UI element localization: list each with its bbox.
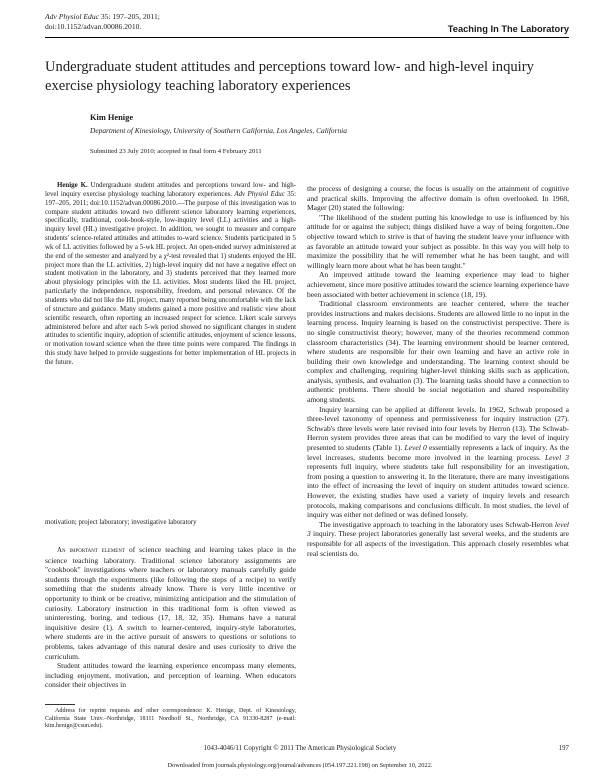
submission-dates: Submitted 23 July 2010; accepted in final form 4 February 2011 [90, 148, 262, 155]
author-name: Kim Henige [90, 113, 134, 122]
paragraph: Inquiry learning can be applied at different levels. In 1962, Schwab proposed a three-level taxonomy of openness and permissiveness for inquiry instruction (27). Schwab's three levels were later revised into four levels by Herron (13). The Schwab-Herron system provides three areas that can be modified to vary the level of inquiry presented to students (Table 1). Level 0 essentially represents a lack of inquiry. As the level increases, students become more involved in the learning process. Level 3 represents full inquiry, where students take full responsibility for an investigation, from posing a question to answering it. In the literature, there are many investigations into the effect of increasing the level of inquiry on student attitudes toward science. However, the existing studies have used a variety of inquiry levels and research protocols, making comparisons and conclusions difficult. In most studies, the level of inquiry was either not defined or was defined loosely. [307, 404, 569, 520]
abstract-lead: Henige K. [57, 182, 88, 189]
left-body [45, 545, 296, 690]
journal-citation [45, 12, 160, 31]
journal-volume: 35: 197–205, 2011; [98, 12, 160, 21]
footnote: Address for reprint requests and other correspondence: K. Henige, Dept. of Kinesiology, California State Univ.–Northridge, 18111 Nordhoff St., Northridge, CA 91330-8287 (e-mail: kim.henige@csun.edu). [45, 708, 296, 730]
paragraph: Student attitudes toward the learning experience encompass many elements, including enjoyment, motivation, and perception of learning. When educators consider their objectives in [45, 661, 296, 690]
doi: doi:10.1152/advan.00086.2010. [45, 21, 142, 31]
right-body [307, 184, 569, 558]
journal-name: Adv Physiol Educ [45, 12, 99, 21]
paragraph: An improved attitude toward the learning experience may lead to higher achievement, since more positive attitudes toward the science learning experience have been associated with better achievement in science (18, 19). [307, 270, 569, 299]
paragraph: Traditional classroom environments are teacher centered, where the teacher provides instructions and makes decisions. Students are allowed little to no input in the learning process. Inquiry learning is based on the constructivist perspective. There is no single constructivist theory; however, many of the theories recommend common classroom characteristics (34). The learning environment should be learner centered, where students are responsible for their own learning and have an active role in building their own knowledge and understanding. The learning context should be complex and challenging, requiring higher-level thinking skills such as application, analysis, synthesis, and evaluation (3). The learning tasks should have a connection to authentic problems. There should be social negotiation and shared responsibility among students. [307, 299, 569, 405]
header-rule [45, 37, 569, 38]
paragraph: An important element of science teaching and learning takes place in the science teaching laboratory. Traditional science laboratory assignments are "cookbook" investigations where teachers or laboratory manuals carefully guide students through the experiments (like following the steps of a recipe) to verify something that the students already know. There is very little incentive or opportunity to think or be creative, minimizing anticipation and the stimulation of curiosity. Laboratory instruction in this traditional form is often viewed as uninteresting, boring, and tedious (17, 18, 32, 35). Humans have a natural inquisitive desire (1). A switch to learner-centered, inquiry-style laboratories, where students are in the active pursuit of answers to questions or solutions to problems, takes advantage of this natural desire and uses curiosity to drive the curriculum. [45, 545, 296, 661]
paragraph: the process of designing a course, the focus is usually on the attainment of cognitive and practical skills. Improving the affective domain is often overlooked. In 1968, Mager (20) stated the following: [307, 184, 569, 213]
keywords: motivation; project laboratory; investigative laboratory [45, 519, 197, 526]
abstract-cite: Adv Physiol Educ [234, 190, 285, 198]
paragraph: The investigative approach to teaching in the laboratory uses Schwab-Herron level 3 inquiry. These project laboratories generally last several weeks, and the students are responsible for all aspects of the investigation. This approach closely resembles what real scientists do. [307, 519, 569, 558]
paragraph-lead: An important element [57, 547, 125, 554]
abstract-text-b: 35: 197–205, 2011; doi:10.1152/advan.00086.2010.—The purpose of this investigation was to compare student attitudes toward two different science laboratory learning experiences, specifically, traditional, cook-book-style, low-inquiry level (LL) activities and a high-inquiry level (HL) investigative project. In addition, we sought to measure and compare students' science-related attitudes and attitudes to-ward science. Students participated in 5 wk of LL activities followed by a 5-wk HL project. An open-ended survey administered at the end of the semester and analyzed by a χ²-test revealed that 1) students enjoyed the HL project more than the LL activities, 2) high-level inquiry did not have a negative effect on student motivation in the laboratory, and 3) students perceived that they learned more about physiology principles with the LL activities. Most students liked the HL project, particularly the independence, responsibility, freedom, and personal relevance. Of the students who did not like the HL project, many reported being uncomfortable with the lack of structure and guidance. Many students gained a more positive and realistic view about scientific research, often reporting an increased respect for science. Likert scale surveys administered before and after each 5-wk period showed no significant changes in student attitudes to scientific inquiry, adoption of scientific attitudes, enjoyment of science lessons, or motivation toward science when the three time points were compared. The findings in this study have helped to provide suggestions for better implementation of HL projects in the future. [45, 190, 296, 366]
author-affiliation: Department of Kinesiology, University of Southern California, Los Angeles, California [90, 126, 347, 135]
abstract-text-a: Undergraduate student attitudes and perceptions toward low- and high-level inquiry exercise physiology teaching laboratory experiences. [45, 182, 296, 198]
block-quote: "The likelihood of the student putting his knowledge to use is influenced by his attitude for or against the subject; things disliked have a way of being forgotten..One objective toward which to strive is that of having the student leave your influence with as favorable an attitude toward your subject as possible. In this way you will help to maximize the possibility that he will remember what he has been taught, and will willingly learn more about what he has been taught." [307, 212, 569, 270]
download-notice: Downloaded from journals.physiology.org/journal/advances (054.197.221.198) on September 10, 2022. [167, 762, 433, 769]
page-number: 197 [558, 745, 569, 752]
section-heading: Teaching In The Laboratory [447, 24, 569, 34]
footnote-rule [45, 704, 75, 705]
copyright-line: 1043-4046/11 Copyright © 2011 The American Physiological Society [203, 745, 397, 752]
article-title: Undergraduate student attitudes and perceptions toward low- and high-level inquiry exercise physiology teaching laboratory experiences [45, 59, 534, 94]
abstract [45, 182, 296, 368]
